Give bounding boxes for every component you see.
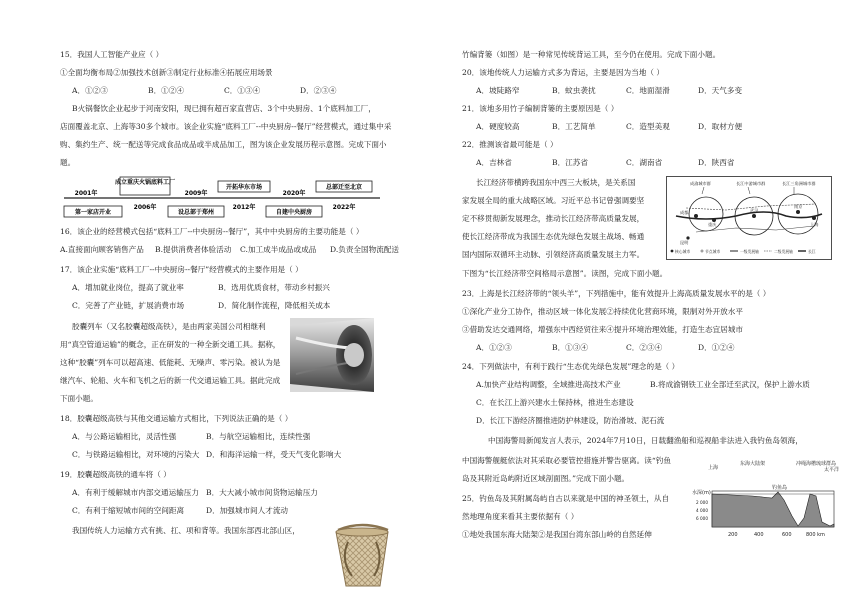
q18-option-d[interactable]: D．和海洋运输一样，受天气变化影响大 [206,450,342,459]
q25-stem: 25．钓鱼岛及其附属岛屿自古以来就是中国的神圣领土，从自 [462,494,670,503]
q18-stem: 18．胶囊超级高铁与其他交通运输方式相比，下列说法正确的是（ ） [60,414,293,423]
passage-yangtze-line: 使长江经济带成为我国生态优先绿色发展主战场、畅通 [462,232,645,241]
q23-option-a[interactable]: A．①②③ [476,343,512,352]
q23-items: ①深化产业分工协作，推动区域一体化发展②持续优化营商环境，限制对外开放水平 [462,307,743,316]
q21-option-c[interactable]: C．造型美观 [626,122,670,131]
profile-place-label: 东海大陆架 [740,461,766,467]
q17-option-c[interactable]: C．完善了产业链，扩展消费市场 [72,301,185,310]
q24-option-b[interactable]: B.将成渝钢铁工业全部迁至武汉，保护上游水质 [650,380,810,389]
q23-option-d[interactable]: D．①②④ [698,343,735,352]
map-legend-item: 核心城市 [675,249,691,254]
timeline-year: 2001年 [74,190,98,197]
profile-ytick: 4 000 [696,508,708,513]
passage-basket-continued: 竹编背篓（如图）是一种常见传统背运工具，至今仍在使用。完成下面小题。 [462,50,721,59]
q21-option-d[interactable]: D．取材方便 [698,122,743,131]
q16-option-c[interactable]: C.加工成半成品或成品 [240,245,317,254]
q23-option-b[interactable]: B．①③④ [552,343,588,352]
q21-stem: 21．该地多用竹子编制背篓的主要原因是（ ） [462,104,619,113]
passage-b-line: 购、集约生产、统一配送等完成食品成品或半成品加工，图为该企业发展历程示意图。完成下面小 [60,140,387,149]
passage-diaoyu-line: 中国海警局新闻发言人表示，2024年7月10日，日载翻渔船和巡视船非法进入我钓鱼岛领海， [488,436,803,445]
profile-seafloor [712,492,834,527]
passage-yangtze-line: 长江经济带横跨我国东中西三大板块，是关系国 [476,178,636,187]
profile-place-label: 钓鱼岛 [772,485,788,491]
profile-ytick: 6 000 [696,516,708,521]
q16-option-d[interactable]: D.负责全国物流配送 [330,245,399,254]
q19-option-c[interactable]: C．有利于缩短城市间的空间距离 [72,506,185,515]
capsule-train-image [290,318,374,392]
q23-option-c[interactable]: C．②③④ [626,343,663,352]
timeline-year: 2006年 [133,204,157,211]
q20-option-d[interactable]: D．天气多变 [698,86,743,95]
q21-option-b[interactable]: B．工艺简单 [552,122,596,131]
q22-option-d[interactable]: D．陕西省 [698,158,735,167]
q22-option-c[interactable]: C．湖南省 [626,158,663,167]
q21-option-a[interactable]: A．硬度较高 [476,122,520,131]
map-legend-item: 长江 [808,249,816,254]
q23-stem: 23．上海是长江经济带的“领头羊”，下列措施中，能有效提升上海高质量发展水平的是（ ） [462,289,771,298]
passage-yangtze-line: 定不移贯彻新发展理念，推动长江经济带高质量发展， [462,214,645,223]
profile-place-label: 太平洋 [824,467,840,473]
q22-option-a[interactable]: A．吉林省 [476,158,512,167]
yangtze-belt-map [666,176,832,260]
q23-items: ③借助发达交通网络，增强东中西经贸往来④提升环境治理效能，打造生态宜居城市 [462,325,743,334]
passage-diaoyu-line: 岛及其附近岛屿附近区域剖面图。”完成下面小题。 [462,474,630,483]
map-city-label: 昆明 [680,240,689,245]
q15-stem: 15．我国人工智能产业应（ ） [60,50,164,59]
q22-option-b[interactable]: B．江苏省 [552,158,588,167]
q15-items: ①全面均衡布局②加强技术创新③制定行业标准④拓展应用场景 [60,68,273,77]
q20-stem: 20．该地传统人力运输方式多为背运，主要是因为当地（ ） [462,68,664,77]
q24-option-a[interactable]: A.加快产业结构调整，全域推进高技术产业 [476,380,621,389]
q24-option-d[interactable]: D．长江下游经济圈推进防护林建设，防治滑坡、泥石流 [476,416,665,425]
timeline-year: 2020年 [282,190,306,197]
timeline-event: 总部迁至北京 [325,184,363,191]
profile-ytick: 2 000 [696,500,708,505]
q25-items: ①地处我国东海大陆架②是我国台湾东部山岭的自然延伸 [462,530,652,539]
q15-option-c[interactable]: C．①③④ [224,86,261,95]
q19-stem: 19．胶囊超级高铁的通车将（ ） [60,470,171,479]
q15-option-b[interactable]: B．①②④ [148,86,184,95]
profile-xtick: 800 km [806,532,825,538]
q16-option-b[interactable]: B.提供消费者体验活动 [155,245,232,254]
passage-yangtze-line: 下图为“长江经济带空间格局示意图”。读图，完成下面小题。 [462,269,668,278]
q17-option-a[interactable]: A．增加就业岗位，提高了就业率 [72,283,184,292]
q16-stem: 16．该企业的经营模式包括“底料工厂--中央厨房--餐厅”，其中中央厨房的主要功能是（ ） [60,227,364,236]
profile-xtick: 600 [782,532,792,538]
q16-option-a[interactable]: A.直接面向顾客销售产品 [60,245,144,254]
q20-option-a[interactable]: A．坡陡路窄 [476,86,520,95]
timeline-event: 自建中央厨房 [275,209,313,216]
map-city-label: 南京 [794,204,803,209]
map-city-label: 武汉 [750,208,759,213]
profile-place-label: 上海 [708,465,719,471]
company-timeline [62,176,382,220]
profile-xtick: 400 [754,532,764,538]
timeline-year: 2022年 [332,204,356,211]
timeline-event: 设总部于郑州 [177,209,215,216]
q19-option-d[interactable]: D．加强城市间人才流动 [206,506,289,515]
map-legend-item: 节点城市 [705,249,721,254]
passage-b-line: B火锅餐饮企业起步于河南安阳，现已拥有超百家直营店、3个中央厨房、1个底料加工厂， [72,104,376,113]
map-legend-item: 一级发展轴 [740,249,759,254]
passage-maglev-line: 用“真空管道运输”的概念，正在研发的一种全新交通工具。据称， [60,340,281,349]
diaoyu-profile-figure [692,460,840,540]
map-city-label: 重庆 [708,222,717,227]
q25-stem-continued: 然地理角度来看其主要依据有（ ） [462,512,579,521]
q15-option-d[interactable]: D．②③④ [300,86,337,95]
passage-yangtze-line: 国内国际双循环主动脉、引领经济高质量发展主力军。 [462,250,645,259]
q17-option-b[interactable]: B．选用优质食材，带动乡村振兴 [218,283,330,292]
q18-option-b[interactable]: B．与航空运输相比，连续性强 [206,432,311,441]
map-legend-item: 二级发展轴 [774,249,793,254]
q17-stem: 17．该企业实施“底料工厂--中央厨房--餐厅”经营模式的主要作用是（ ） [60,265,303,274]
passage-diaoyu-line: 中国海警舰艇依法对其采取必要管控措施并警告驱离。读“钓鱼 [462,456,671,465]
map-group-label: 成渝城市群 [690,181,711,186]
q18-option-c[interactable]: C．与铁路运输相比，对环境的污染大 [72,450,200,459]
q24-stem: 24．下列做法中，有利于践行“生态优先绿色发展”理念的是（ ） [462,362,680,371]
passage-b-line: 题。 [60,158,76,167]
passage-basket: 我国传统人力运输方式有挑、扛、项和背等。我国东部西北部山区， [72,526,300,535]
map-city-label: 上海 [810,222,819,227]
timeline-event: 开拓华东市场 [225,184,263,191]
passage-maglev-line: 胶囊列车（又名胶囊超级高铁），是由两家美国公司相继利 [72,322,266,331]
q20-option-c[interactable]: C．地面湿滑 [626,86,670,95]
q24-option-c[interactable]: C．在长江上游兴建水土保持林，推进生态建设 [476,398,634,407]
passage-yangtze-line: 家发展全局的重大战略区域。习近平总书记曾强调要坚 [462,196,645,205]
q22-stem: 22．推测该省最可能是（ ） [462,140,558,149]
q18-option-a[interactable]: A．与公路运输相比，灵活性强 [72,432,177,441]
q20-option-b[interactable]: B．蚊虫袭扰 [552,86,596,95]
timeline-year: 2012年 [232,204,256,211]
q19-option-a[interactable]: A．有利于缓解城市内部交通运输压力 [72,488,199,497]
passage-maglev-line: 这种“胶囊”列车可以超高速、低能耗、无噪声、零污染。被认为是 [60,358,281,367]
map-city-label: 成都 [680,210,689,215]
q19-option-b[interactable]: B．大大减小城市间货物运输压力 [206,488,318,497]
timeline-year: 2009年 [184,190,208,197]
profile-place-label: 琉球群岛 [816,461,837,467]
bamboo-basket-image [326,520,398,592]
profile-place-label: 冲绳海槽 [796,461,817,467]
profile-ylabel: 水深(m) [692,490,711,496]
q15-option-a[interactable]: A．①②③ [72,86,108,95]
q17-option-d[interactable]: D．简化制作流程，降低相关成本 [218,301,331,310]
passage-maglev-line: 继汽车、轮船、火车和飞机之后的新一代交通运输工具。据此完成 [60,376,281,385]
profile-xtick: 200 [728,532,738,538]
passage-maglev-line: 下面小题。 [60,394,98,403]
map-group-label: 长江中游城市群 [736,181,766,186]
passage-b-line: 店面覆盖北京、上海等30多个城市。该企业实施“底料工厂--中央厨房--餐厅”经营模式，通过集中采 [60,122,392,131]
map-group-label: 长江三角洲城市群 [782,181,816,186]
timeline-event-part: 成立重庆火锅底料工厂 [114,179,176,186]
timeline-event: 第一家店开业 [74,209,112,216]
